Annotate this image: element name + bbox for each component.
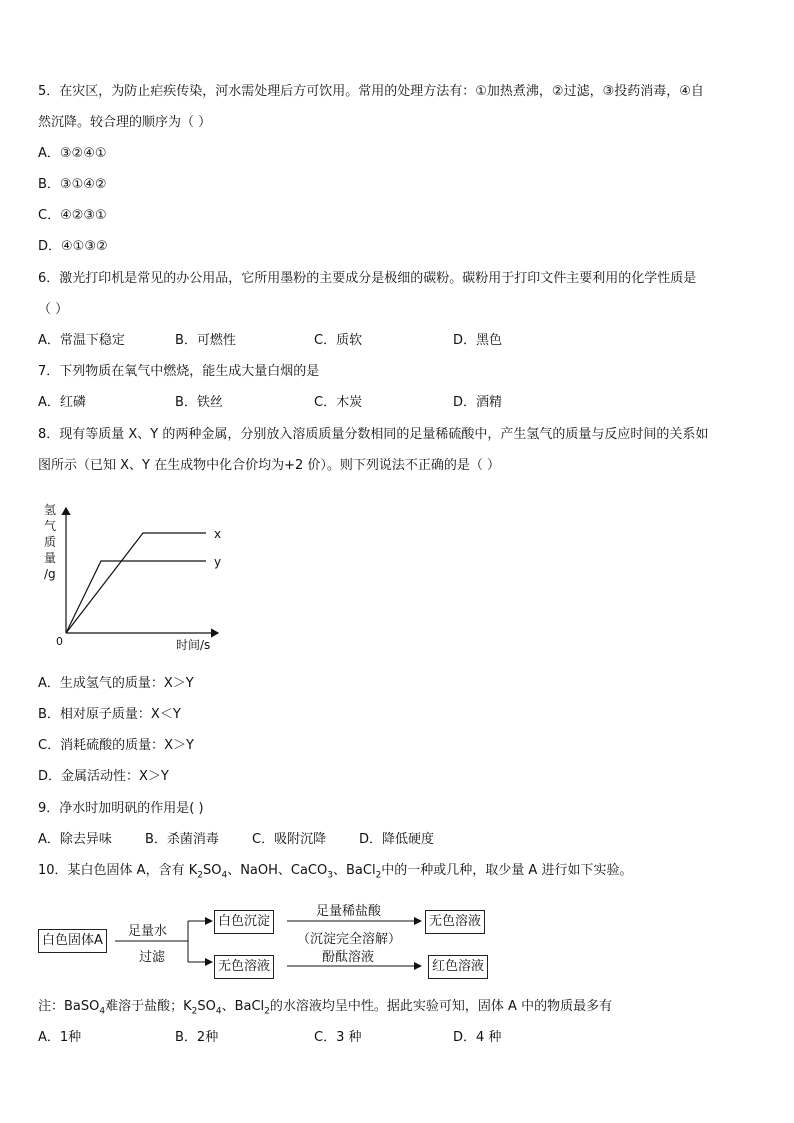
q6-stem-line1: 6．激光打印机是常见的办公用品，它所用墨粉的主要成分是极细的碳粉。碳粉用于打印文件主要利用的化学性质是 xyxy=(38,271,697,286)
phenol-label: 酚酞溶液 xyxy=(322,950,375,965)
q9-option-a: A．除去异味 xyxy=(38,832,112,847)
q8-option-d: D．金属活动性：X＞Y xyxy=(38,769,169,784)
q9-option-d: D．降低硬度 xyxy=(359,832,435,847)
step1-top-label: 足量水 xyxy=(128,924,168,939)
q8-option-c: C．消耗硫酸的质量：X＞Y xyxy=(38,738,194,753)
q5-option-c: C．④②③① xyxy=(38,208,107,223)
q6-option-c: C．质软 xyxy=(314,333,363,348)
step1-bottom-label: 过滤 xyxy=(139,950,166,965)
y-axis-label-char: 气 xyxy=(44,519,57,533)
phenol-result-box: 红色溶液 xyxy=(428,955,488,979)
q5-option-d: D．④①③② xyxy=(38,239,108,254)
q7-option-c: C．木炭 xyxy=(314,395,363,410)
start-box: 白色固体A xyxy=(38,929,107,953)
y-axis-label-char: 量 xyxy=(44,551,57,565)
series-label-x: x xyxy=(214,527,222,541)
series-line-y xyxy=(66,561,206,633)
q10-option-d: D．4 种 xyxy=(453,1030,502,1045)
q9-option-c: C．吸附沉降 xyxy=(252,832,327,847)
q10-option-c: C．3 种 xyxy=(314,1030,362,1045)
q7-option-b: B．铁丝 xyxy=(175,395,223,410)
q6-option-b: B．可燃性 xyxy=(175,333,236,348)
q5-stem-line2: 然沉降。较合理的顺序为（ ） xyxy=(38,115,212,130)
q5-option-b: B．③①④② xyxy=(38,177,107,192)
q5-option-a: A．③②④① xyxy=(38,146,107,161)
q6-option-d: D．黑色 xyxy=(453,333,503,348)
q7-stem: 7．下列物质在氧气中燃烧，能生成大量白烟的是 xyxy=(38,364,320,379)
q10-stem: 10．某白色固体 A，含有 $K_2SO_4$、NaOH、CaCO$_3$、BaCl$_2$中的一种或几种，取少量 A 进行如下实验。 xyxy=(38,863,633,881)
q6-option-a: A．常温下稳定 xyxy=(38,333,125,348)
q6-stem-line2: （ ） xyxy=(38,302,69,317)
y-axis-label-char: /g xyxy=(44,567,56,581)
hydrogen-time-chart xyxy=(38,500,228,655)
series-label-y: y xyxy=(214,555,222,569)
y-axis-label-char: 质 xyxy=(44,535,57,549)
q8-stem-line2: 图所示（已知 X、Y 在生成物中化合价均为+2 价）。则下列说法不正确的是（ ） xyxy=(38,458,501,473)
q5-stem-line1: 5．在灾区，为防止疟疾传染，河水需处理后方可饮用。常用的处理方法有：①加热煮沸，②过滤，③投药消毒，④自 xyxy=(38,84,704,99)
x-axis-label: 时间/s xyxy=(176,638,211,652)
filtrate-box: 无色溶液 xyxy=(214,955,274,979)
q7-option-d: D．酒精 xyxy=(453,395,503,410)
precipitate-box: 白色沉淀 xyxy=(214,910,274,934)
q10-option-a: A．1种 xyxy=(38,1030,82,1045)
origin-label: 0 xyxy=(56,635,63,648)
q8-option-b: B．相对原子质量：X＜Y xyxy=(38,707,181,722)
acid-result-box: 无色溶液 xyxy=(425,910,485,934)
q10-option-b: B．2种 xyxy=(175,1030,219,1045)
q8-option-a: A．生成氢气的质量：X＞Y xyxy=(38,676,194,691)
q8-stem-line1: 8．现有等质量 X、Y 的两种金属，分别放入溶质质量分数相同的足量稀硫酸中，产生氢气的质量与反应时间的关系如 xyxy=(38,427,709,442)
acid-label: 足量稀盐酸 xyxy=(316,904,382,919)
q9-stem: 9．净水时加明矾的作用是( ) xyxy=(38,801,204,816)
series-line-x xyxy=(66,533,206,633)
acid-note-label: （沉淀完全溶解） xyxy=(297,932,402,947)
y-axis-label-char: 氢 xyxy=(44,503,57,517)
q9-option-b: B．杀菌消毒 xyxy=(145,832,219,847)
q10-note: 注：BaSO$_4$难溶于盐酸；$K_2SO_4$、BaCl$_2$的水溶液均呈中性。据此实验可知，固体 A 中的物质最多有 xyxy=(38,999,613,1017)
q7-option-a: A．红磷 xyxy=(38,395,86,410)
